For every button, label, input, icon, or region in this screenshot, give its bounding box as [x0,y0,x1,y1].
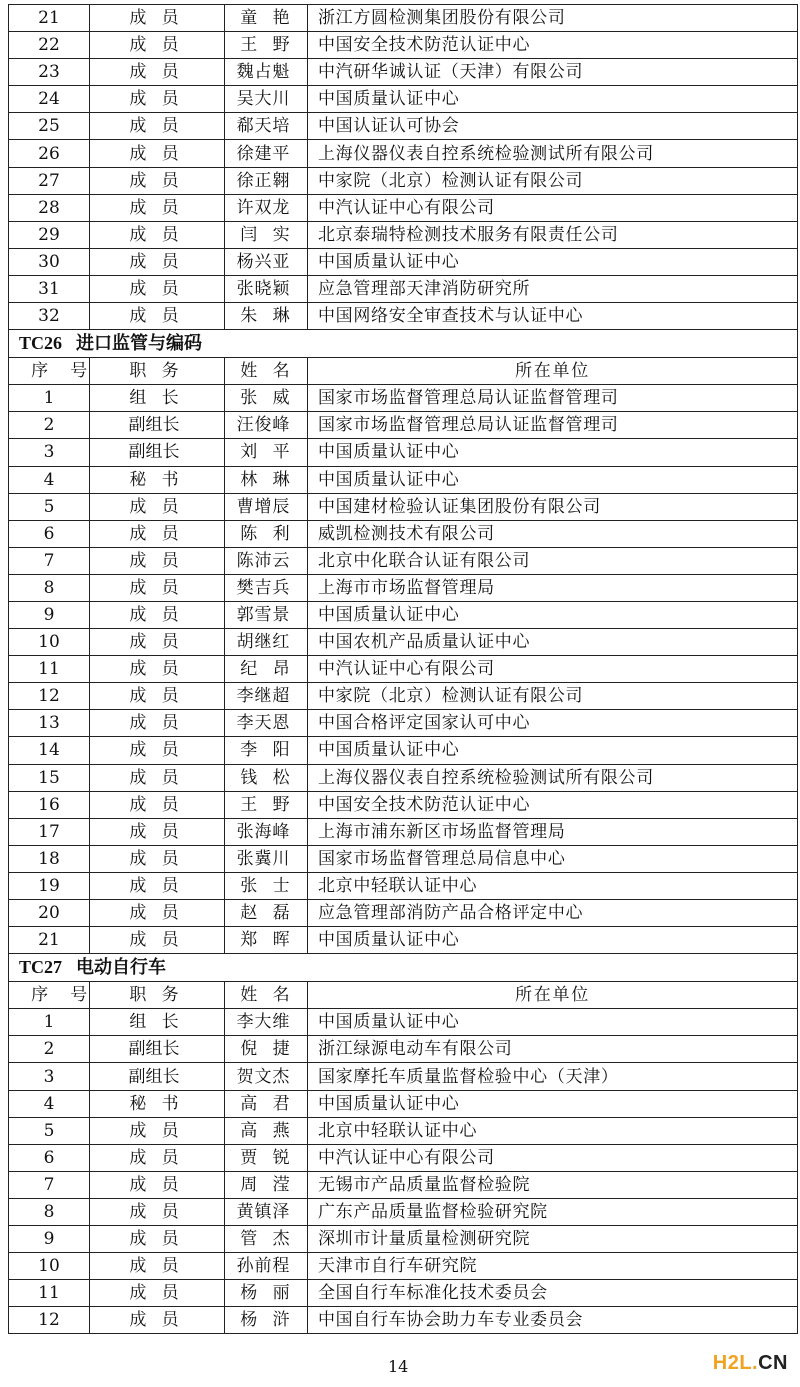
section-title [9,954,798,982]
row-name: 高燕 [225,1117,308,1144]
row-role: 成员 [90,86,225,113]
table-row [9,900,798,927]
row-name: 童艳 [225,5,308,32]
row-number: 2 [9,1036,90,1063]
table-row [9,872,798,899]
row-number: 14 [9,737,90,764]
row-role: 成员 [90,1307,225,1334]
row-organization: 中汽认证中心有限公司 [308,656,798,683]
row-name: 张威 [225,385,308,412]
row-organization: 中国质量认证中心 [308,601,798,628]
row-organization: 中国质量认证中心 [308,248,798,275]
section-title-row [9,954,798,982]
row-name: 纪昂 [225,656,308,683]
table-row [9,818,798,845]
table-row [9,113,798,140]
row-number: 7 [9,547,90,574]
table-row [9,1090,798,1117]
row-name: 张士 [225,872,308,899]
row-number: 11 [9,1280,90,1307]
table-row [9,5,798,32]
row-organization: 中汽研华诚认证（天津）有限公司 [308,59,798,86]
row-name: 徐建平 [225,140,308,167]
row-organization: 中国认证认可协会 [308,113,798,140]
row-role: 成员 [90,1253,225,1280]
row-organization: 国家摩托车质量监督检验中心（天津） [308,1063,798,1090]
row-number: 21 [9,5,90,32]
table-header-row [9,358,798,385]
section-name: 电动自行车 [76,957,167,979]
table-row [9,275,798,302]
table-header-row [9,982,798,1009]
table-row [9,845,798,872]
page-number: 14 [388,1357,409,1376]
row-organization: 北京泰瑞特检测技术服务有限责任公司 [308,221,798,248]
header-organization: 所在单位 [308,358,798,385]
row-number: 5 [9,493,90,520]
row-organization: 中国质量认证中心 [308,927,798,954]
row-number: 25 [9,113,90,140]
row-name: 陈沛云 [225,547,308,574]
watermark-dot: . [752,1352,759,1374]
row-number: 12 [9,683,90,710]
row-name: 李天恩 [225,710,308,737]
row-number: 5 [9,1117,90,1144]
row-number: 9 [9,601,90,628]
table-row [9,303,798,330]
table-row [9,1307,798,1334]
row-organization: 中家院（北京）检测认证有限公司 [308,683,798,710]
table-row [9,59,798,86]
row-name: 杨丽 [225,1280,308,1307]
header-number: 序号 [9,982,90,1009]
row-role: 成员 [90,629,225,656]
row-role: 成员 [90,656,225,683]
row-name: 张冀川 [225,845,308,872]
row-organization: 北京中轻联认证中心 [308,1117,798,1144]
section-title-row [9,330,798,358]
row-role: 成员 [90,303,225,330]
row-name: 贾锐 [225,1144,308,1171]
site-watermark-logo [713,1352,788,1375]
row-organization: 广东产品质量监督检验研究院 [308,1198,798,1225]
document-page [8,4,797,1334]
row-organization: 中国质量认证中心 [308,1090,798,1117]
row-number: 9 [9,1226,90,1253]
row-name: 郑晖 [225,927,308,954]
row-role: 成员 [90,1198,225,1225]
table-row [9,167,798,194]
table-row [9,86,798,113]
row-name: 倪捷 [225,1036,308,1063]
row-number: 11 [9,656,90,683]
row-name: 郭雪景 [225,601,308,628]
row-name: 杨浒 [225,1307,308,1334]
table-row [9,574,798,601]
row-number: 17 [9,818,90,845]
row-organization: 全国自行车标准化技术委员会 [308,1280,798,1307]
row-number: 4 [9,1090,90,1117]
row-role: 成员 [90,818,225,845]
row-number: 3 [9,439,90,466]
row-name: 吴大川 [225,86,308,113]
row-role: 副组长 [90,1036,225,1063]
row-number: 16 [9,791,90,818]
table-row [9,493,798,520]
table-row [9,683,798,710]
row-role: 秘书 [90,466,225,493]
table-row [9,547,798,574]
header-role: 职务 [90,358,225,385]
row-number: 21 [9,927,90,954]
header-organization: 所在单位 [308,982,798,1009]
table-row [9,791,798,818]
row-role: 成员 [90,32,225,59]
row-role: 成员 [90,601,225,628]
header-number: 序号 [9,358,90,385]
row-role: 成员 [90,764,225,791]
watermark-part2: CN [758,1352,788,1374]
row-organization: 中国质量认证中心 [308,1009,798,1036]
header-name: 姓名 [225,982,308,1009]
row-number: 3 [9,1063,90,1090]
table-row [9,248,798,275]
row-name: 李大维 [225,1009,308,1036]
row-name: 魏占魁 [225,59,308,86]
row-number: 7 [9,1171,90,1198]
row-number: 12 [9,1307,90,1334]
table-row [9,520,798,547]
row-name: 刘平 [225,439,308,466]
table-row [9,1009,798,1036]
table-row [9,1198,798,1225]
row-role: 成员 [90,1144,225,1171]
row-organization: 应急管理部消防产品合格评定中心 [308,900,798,927]
row-role: 成员 [90,275,225,302]
row-role: 成员 [90,710,225,737]
row-role: 组长 [90,1009,225,1036]
row-name: 王野 [225,791,308,818]
table-row [9,656,798,683]
table-row [9,32,798,59]
table-row [9,1117,798,1144]
row-name: 黄镇泽 [225,1198,308,1225]
row-organization: 北京中轻联认证中心 [308,872,798,899]
row-role: 成员 [90,927,225,954]
row-name: 郗天培 [225,113,308,140]
row-number: 19 [9,872,90,899]
row-role: 成员 [90,221,225,248]
row-number: 15 [9,764,90,791]
row-name: 徐正翱 [225,167,308,194]
table-row [9,1063,798,1090]
table-row [9,1036,798,1063]
row-role: 成员 [90,167,225,194]
table-row [9,1253,798,1280]
row-number: 1 [9,1009,90,1036]
row-organization: 中汽认证中心有限公司 [308,194,798,221]
row-role: 成员 [90,1280,225,1307]
row-role: 成员 [90,520,225,547]
row-role: 成员 [90,113,225,140]
row-number: 2 [9,412,90,439]
row-name: 管杰 [225,1226,308,1253]
row-organization: 中国质量认证中心 [308,737,798,764]
row-number: 1 [9,385,90,412]
table-row [9,466,798,493]
row-organization: 中国农机产品质量认证中心 [308,629,798,656]
row-number: 31 [9,275,90,302]
row-name: 贺文杰 [225,1063,308,1090]
row-organization: 威凯检测技术有限公司 [308,520,798,547]
row-number: 18 [9,845,90,872]
row-role: 成员 [90,1117,225,1144]
table-row [9,629,798,656]
row-role: 成员 [90,872,225,899]
row-number: 30 [9,248,90,275]
row-name: 胡继红 [225,629,308,656]
table-row [9,1144,798,1171]
row-name: 赵磊 [225,900,308,927]
row-organization: 上海市市场监督管理局 [308,574,798,601]
row-organization: 深圳市计量质量检测研究院 [308,1226,798,1253]
row-number: 4 [9,466,90,493]
row-name: 李阳 [225,737,308,764]
row-role: 成员 [90,194,225,221]
row-name: 李继超 [225,683,308,710]
row-role: 成员 [90,140,225,167]
row-organization: 浙江方圆检测集团股份有限公司 [308,5,798,32]
row-name: 高君 [225,1090,308,1117]
row-organization: 上海仪器仪表自控系统检验测试所有限公司 [308,140,798,167]
row-organization: 上海仪器仪表自控系统检验测试所有限公司 [308,764,798,791]
row-role: 成员 [90,493,225,520]
row-number: 27 [9,167,90,194]
row-name: 陈利 [225,520,308,547]
row-name: 汪俊峰 [225,412,308,439]
row-name: 张晓颖 [225,275,308,302]
row-number: 6 [9,520,90,547]
section-code: TC27 [19,957,63,978]
table-row [9,221,798,248]
member-table-body [9,5,798,1334]
row-name: 林琳 [225,466,308,493]
row-organization: 国家市场监督管理总局信息中心 [308,845,798,872]
table-row [9,385,798,412]
row-number: 32 [9,303,90,330]
row-role: 成员 [90,248,225,275]
row-role: 副组长 [90,439,225,466]
row-number: 6 [9,1144,90,1171]
row-number: 10 [9,629,90,656]
table-row [9,194,798,221]
row-role: 成员 [90,59,225,86]
row-number: 22 [9,32,90,59]
row-organization: 中汽认证中心有限公司 [308,1144,798,1171]
row-role: 副组长 [90,1063,225,1090]
row-role: 成员 [90,737,225,764]
row-role: 成员 [90,574,225,601]
row-number: 26 [9,140,90,167]
row-role: 成员 [90,547,225,574]
row-name: 曹增辰 [225,493,308,520]
row-organization: 中国自行车协会助力车专业委员会 [308,1307,798,1334]
row-organization: 中国建材检验认证集团股份有限公司 [308,493,798,520]
row-number: 28 [9,194,90,221]
row-organization: 中国合格评定国家认可中心 [308,710,798,737]
section-code: TC26 [19,333,63,354]
row-organization: 中国质量认证中心 [308,439,798,466]
row-organization: 天津市自行车研究院 [308,1253,798,1280]
row-organization: 上海市浦东新区市场监督管理局 [308,818,798,845]
header-role: 职务 [90,982,225,1009]
row-role: 副组长 [90,412,225,439]
row-organization: 无锡市产品质量监督检验院 [308,1171,798,1198]
table-row [9,140,798,167]
row-role: 成员 [90,1171,225,1198]
table-row [9,927,798,954]
row-number: 23 [9,59,90,86]
table-row [9,1171,798,1198]
table-row [9,764,798,791]
header-name: 姓名 [225,358,308,385]
row-role: 成员 [90,1226,225,1253]
row-organization: 国家市场监督管理总局认证监督管理司 [308,412,798,439]
row-name: 许双龙 [225,194,308,221]
row-name: 孙前程 [225,1253,308,1280]
table-row [9,737,798,764]
row-number: 24 [9,86,90,113]
row-organization: 中国质量认证中心 [308,466,798,493]
row-name: 钱松 [225,764,308,791]
row-role: 组长 [90,385,225,412]
table-row [9,710,798,737]
member-table [8,4,798,1334]
row-name: 张海峰 [225,818,308,845]
section-name: 进口监管与编码 [76,333,203,355]
row-number: 20 [9,900,90,927]
row-organization: 北京中化联合认证有限公司 [308,547,798,574]
row-number: 29 [9,221,90,248]
row-number: 13 [9,710,90,737]
watermark-part1: H2L [712,1352,753,1374]
row-role: 成员 [90,845,225,872]
row-role: 成员 [90,683,225,710]
row-organization: 国家市场监督管理总局认证监督管理司 [308,385,798,412]
row-number: 8 [9,574,90,601]
table-row [9,412,798,439]
row-organization: 浙江绿源电动车有限公司 [308,1036,798,1063]
table-row [9,1280,798,1307]
table-row [9,601,798,628]
row-role: 秘书 [90,1090,225,1117]
table-row [9,439,798,466]
table-row [9,1226,798,1253]
row-name: 樊吉兵 [225,574,308,601]
row-organization: 中国质量认证中心 [308,86,798,113]
row-role: 成员 [90,791,225,818]
row-organization: 中国安全技术防范认证中心 [308,791,798,818]
row-organization: 中国网络安全审查技术与认证中心 [308,303,798,330]
row-organization: 中家院（北京）检测认证有限公司 [308,167,798,194]
row-name: 朱琳 [225,303,308,330]
row-role: 成员 [90,900,225,927]
row-name: 杨兴亚 [225,248,308,275]
row-number: 10 [9,1253,90,1280]
row-name: 王野 [225,32,308,59]
row-role: 成员 [90,5,225,32]
row-name: 周滢 [225,1171,308,1198]
row-organization: 应急管理部天津消防研究所 [308,275,798,302]
row-number: 8 [9,1198,90,1225]
row-organization: 中国安全技术防范认证中心 [308,32,798,59]
row-name: 闫实 [225,221,308,248]
section-title [9,330,798,358]
